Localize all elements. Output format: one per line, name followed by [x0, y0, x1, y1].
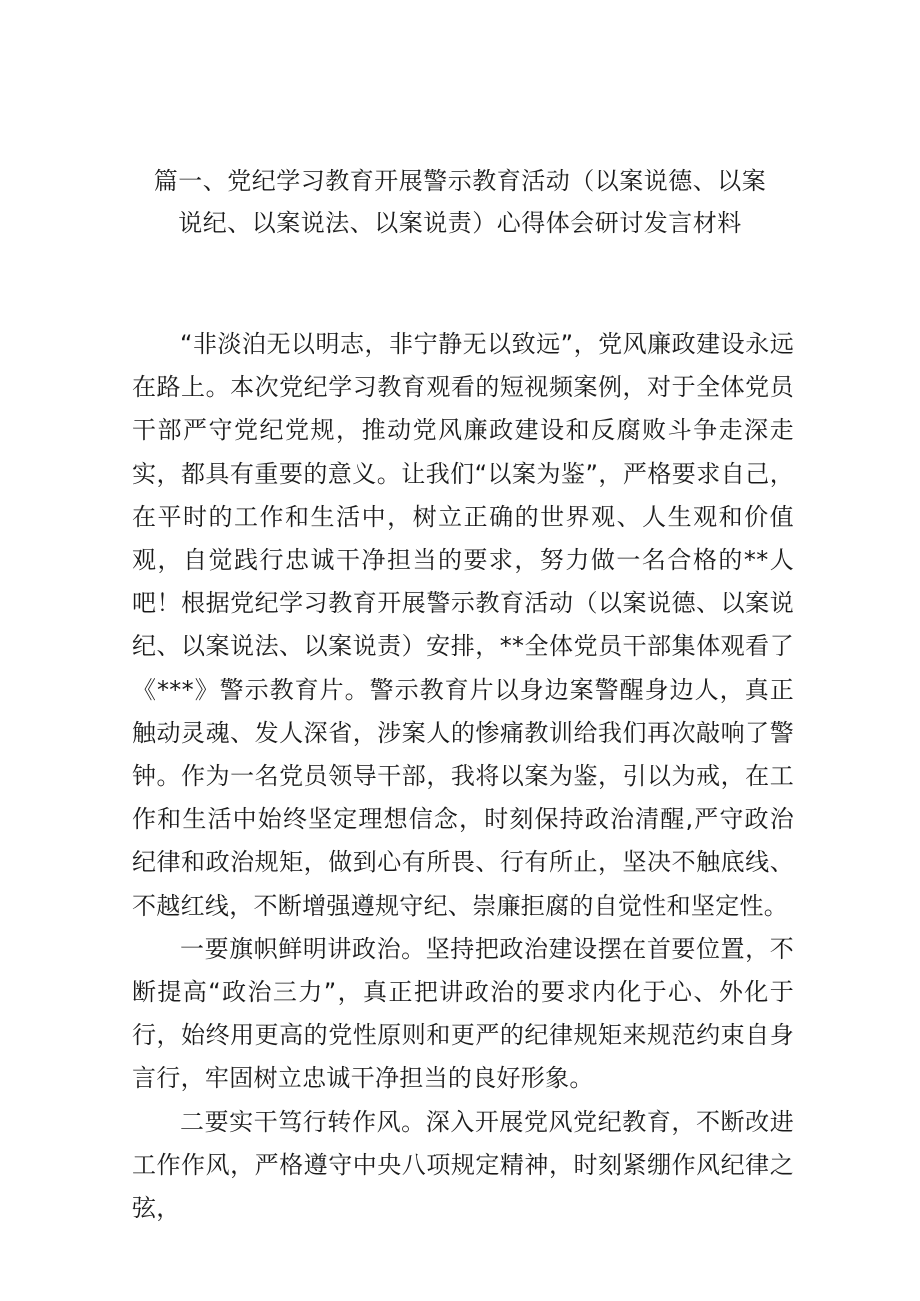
document-title [130, 160, 790, 244]
paragraph-intro: “非淡泊无以明志，非宁静无以致远”，党风廉政建设永远在路上。本次党纪学习教育观看的短视频案例，对于全体党员干部严守党纪党规，推动党风廉政建设和反腐败斗争走深走实，都具有重要的意义。让我们“以案为鉴”，严格要求自己，在平时的工作和生活中，树立正确的世界观、人生观和价值观，自觉践行忠诚干净担当的要求，努力做一名合格的**人吧！根据党纪学习教育开展警示教育活动（以案说德、以案说纪、以案说法、以案说责）安排，**全体党员干部集体观看了《***》警示教育片。警示教育片以身边案警醒身边人，真正触动灵魂、发人深省，涉案人的惨痛教训给我们再次敲响了警钟。作为一名党员领导干部，我将以案为鉴，引以为戒，在工作和生活中始终坚定理想信念，时刻保持政治清醒,严守政治纪律和政治规矩，做到心有所畏、行有所止，坚决不触底线、不越红线，不断增强遵规守纪、崇廉拒腐的自觉性和坚定性。 [132, 330, 794, 920]
paragraph-work-style: 二要实干笃行转作风。深入开展党风党纪教育，不断改进工作作风，严格遵守中央八项规定精神，时刻紧绷作风纪律之弦， [132, 1107, 794, 1223]
title-line-1: 篇一、党纪学习教育开展警示教育活动（以案说德、以案 [153, 167, 767, 195]
title-line-2: 说纪、以案说法、以案说责）心得体会研讨发言材料 [178, 209, 742, 237]
document-body [132, 323, 794, 1230]
paragraph-politics: 一要旗帜鲜明讲政治。坚持把政治建设摆在首要位置，不断提高“政治三力”，真正把讲政治的要求内化于心、外化于行，始终用更高的党性原则和更严的纪律规矩来规范约束自身言行，牢固树立忠诚干净担当的良好形象。 [132, 934, 794, 1093]
